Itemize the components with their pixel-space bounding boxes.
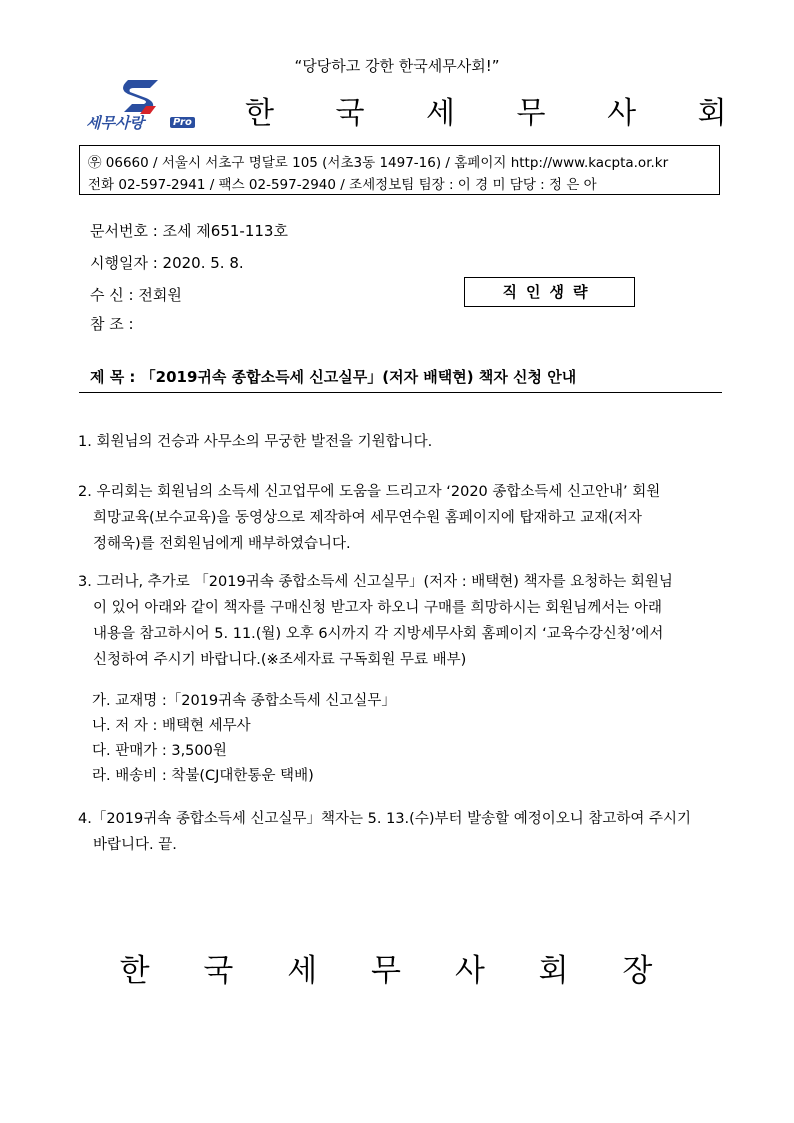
subject-line: 제 목 : 「2019귀속 종합소득세 신고실무」(저자 배택현) 책자 신청 안내	[90, 368, 577, 386]
paragraph-1-line: 1. 회원님의 건승과 사무소의 무궁한 발전을 기원합니다.	[78, 434, 433, 450]
paragraph-2-line-1: 2. 우리회는 회원님의 소득세 신고업무에 도움을 드리고자 ‘2020 종합소득세 신고안내’ 회원	[78, 484, 661, 500]
document-number: 문서번호 : 조세 제651-113호	[90, 222, 288, 240]
recipient: 수 신 : 전회원	[90, 286, 182, 304]
issuer-signature: 한 국 세 무 사 회 장	[119, 953, 675, 989]
paragraph-2	[78, 479, 721, 557]
paragraph-3-line-4: 신청하여 주시기 바랍니다.(※조세자료 구독회원 무료 배부)	[93, 652, 467, 668]
logo-text: 세무사랑	[86, 114, 144, 132]
paragraph-2-line-3: 정해욱)를 전회원님에게 배부하였습니다.	[93, 536, 351, 552]
paragraph-3	[78, 569, 721, 673]
paragraph-3-line-2: 이 있어 아래와 같이 책자를 구매신청 받고자 하오니 구매를 희망하시는 회원님께서는 아래	[93, 600, 662, 616]
subject-divider	[79, 392, 722, 393]
contact-phone: 전화 02-597-2941 / 팩스 02-597-2940 / 조세정보팀 팀장 : 이 경 미 담당 : 정 은 아	[88, 177, 597, 193]
seal-omitted-box: 직인생략	[464, 277, 635, 307]
paragraph-2-line-2: 희망교육(보수교육)을 동영상으로 제작하여 세무연수원 홈페이지에 탑재하고 교재(저자	[93, 510, 642, 526]
paragraph-4	[78, 806, 721, 858]
enforcement-date: 시행일자 : 2020. 5. 8.	[90, 254, 244, 272]
organization-logo	[84, 76, 200, 134]
contact-address: ㉾ 06660 / 서울시 서초구 명달로 105 (서초3동 1497-16) / 홈페이지 http://www.kacpta.or.kr	[88, 155, 669, 171]
paragraph-4-line-1: 4.「2019귀속 종합소득세 신고실무」책자는 5. 13.(수)부터 발송할 예정이오니 참고하여 주시기	[78, 811, 692, 827]
paragraph-3-line-1: 3. 그러나, 추가로 「2019귀속 종합소득세 신고실무」(저자 : 배택현) 책자를 요청하는 회원님	[78, 574, 673, 590]
paragraph-4-line-2: 바랍니다. 끝.	[93, 837, 177, 853]
item-textbook: 가. 교재명 :「2019귀속 종합소득세 신고실무」	[92, 693, 396, 709]
item-price: 다. 판매가 : 3,500원	[92, 743, 227, 759]
contact-box	[79, 145, 720, 195]
reference: 참 조 :	[90, 315, 134, 333]
logo-suffix: Pro	[170, 117, 195, 128]
organization-title: 한 국 세 무 사 회	[245, 96, 753, 131]
slogan: “당당하고 강한 한국세무사회!”	[294, 57, 500, 75]
paragraph-3-line-3: 내용을 참고하시어 5. 11.(월) 오후 6시까지 각 지방세무사회 홈페이지 ‘교육수강신청’에서	[93, 626, 664, 642]
paragraph-1	[78, 429, 721, 455]
item-shipping: 라. 배송비 : 착불(CJ대한통운 택배)	[92, 768, 314, 784]
item-author: 나. 저 자 : 배택현 세무사	[92, 718, 251, 734]
